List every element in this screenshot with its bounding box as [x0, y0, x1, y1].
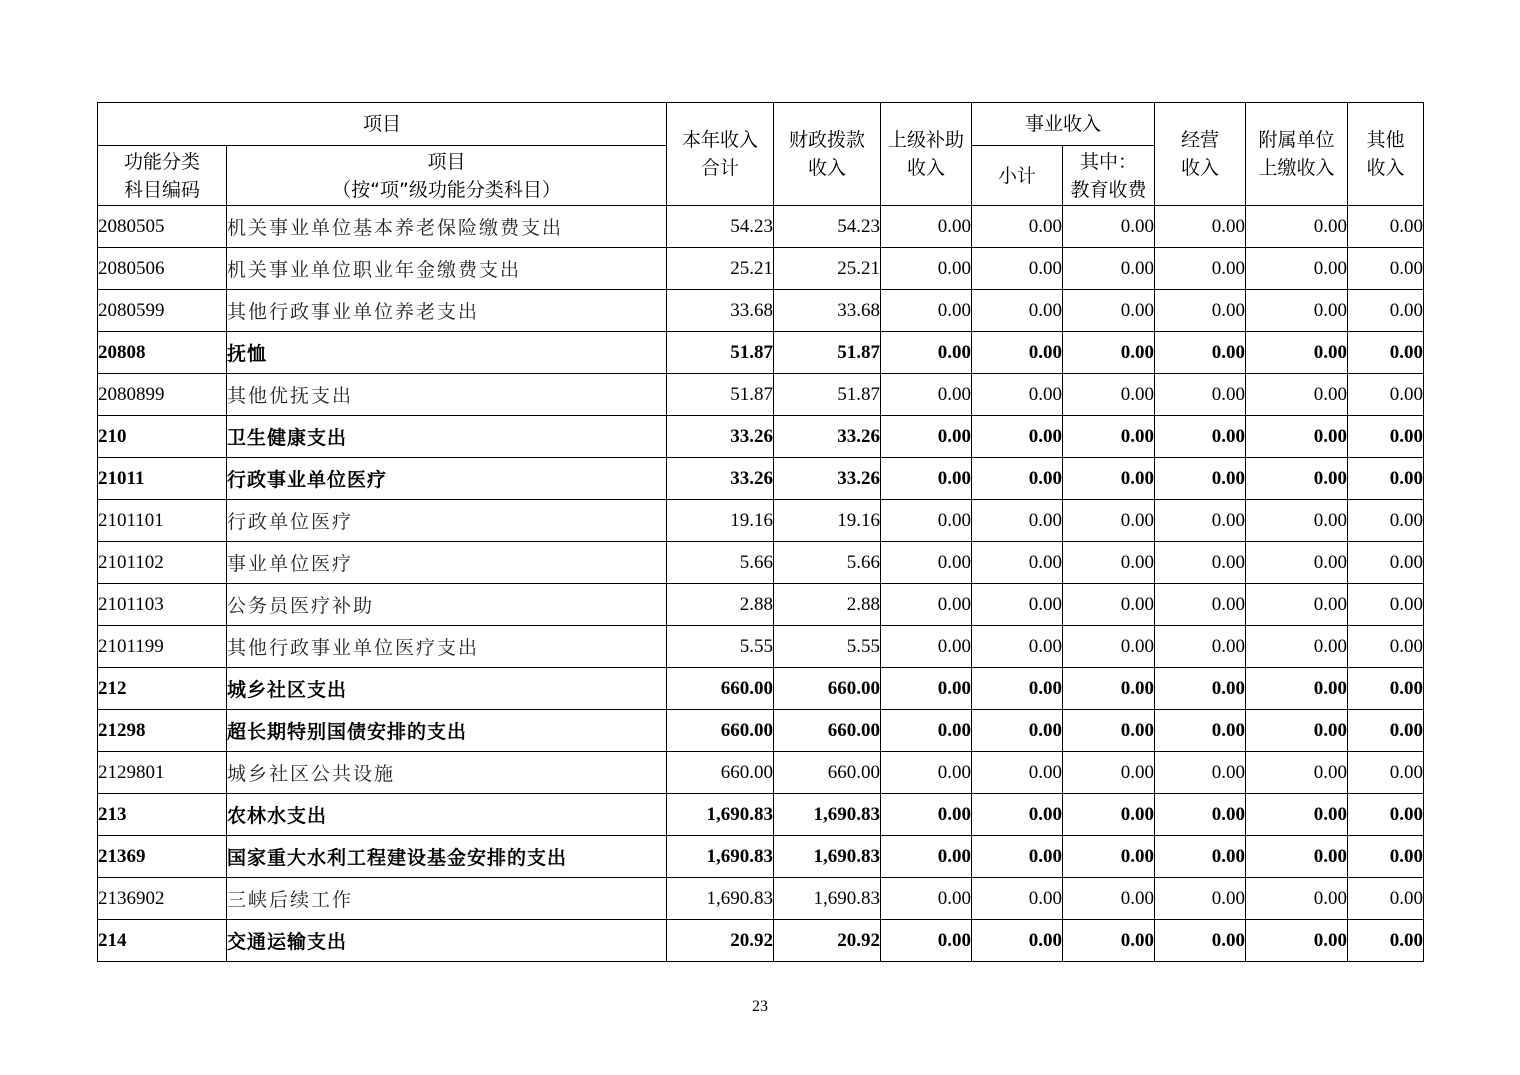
cell-name: 其他行政事业单位养老支出 — [227, 290, 667, 332]
cell-value: 0.00 — [881, 920, 972, 962]
cell-code: 212 — [98, 668, 227, 710]
table-row — [98, 416, 1424, 458]
cell-value: 0.00 — [1246, 584, 1348, 626]
cell-name: 行政单位医疗 — [227, 500, 667, 542]
cell-name: 城乡社区公共设施 — [227, 752, 667, 794]
cell-value: 0.00 — [972, 584, 1063, 626]
cell-value: 0.00 — [972, 668, 1063, 710]
cell-code: 2080505 — [98, 206, 227, 248]
cell-value: 0.00 — [881, 710, 972, 752]
cell-code: 21011 — [98, 458, 227, 500]
cell-value: 25.21 — [774, 248, 881, 290]
cell-value: 0.00 — [1348, 752, 1424, 794]
cell-value: 0.00 — [1155, 710, 1246, 752]
cell-value: 0.00 — [1063, 332, 1155, 374]
cell-value: 0.00 — [1063, 248, 1155, 290]
cell-value: 0.00 — [1246, 416, 1348, 458]
cell-value: 0.00 — [1063, 458, 1155, 500]
cell-value: 0.00 — [1348, 542, 1424, 584]
cell-name: 交通运输支出 — [227, 920, 667, 962]
cell-value: 0.00 — [881, 836, 972, 878]
cell-value: 0.00 — [1063, 794, 1155, 836]
cell-value: 0.00 — [1155, 206, 1246, 248]
cell-value: 0.00 — [1246, 836, 1348, 878]
cell-value: 0.00 — [972, 626, 1063, 668]
cell-value: 0.00 — [972, 374, 1063, 416]
cell-value: 0.00 — [881, 416, 972, 458]
cell-code: 2101102 — [98, 542, 227, 584]
cell-value: 0.00 — [972, 794, 1063, 836]
cell-value: 660.00 — [774, 752, 881, 794]
cell-value: 51.87 — [667, 374, 774, 416]
cell-value: 0.00 — [972, 332, 1063, 374]
cell-value: 660.00 — [774, 710, 881, 752]
cell-value: 0.00 — [1155, 920, 1246, 962]
cell-value: 0.00 — [1155, 794, 1246, 836]
cell-value: 0.00 — [1246, 248, 1348, 290]
cell-value: 33.26 — [774, 416, 881, 458]
cell-value: 20.92 — [774, 920, 881, 962]
cell-value: 2.88 — [774, 584, 881, 626]
cell-value: 1,690.83 — [667, 836, 774, 878]
cell-value: 54.23 — [667, 206, 774, 248]
cell-name: 行政事业单位医疗 — [227, 458, 667, 500]
cell-value: 0.00 — [881, 332, 972, 374]
cell-value: 0.00 — [881, 794, 972, 836]
header-item: 项目 — [98, 103, 667, 146]
cell-value: 0.00 — [881, 752, 972, 794]
table-row — [98, 248, 1424, 290]
cell-value: 0.00 — [1155, 500, 1246, 542]
cell-value: 0.00 — [1155, 332, 1246, 374]
header-affiliated: 附属单位 上缴收入 — [1246, 103, 1348, 206]
cell-value: 0.00 — [1246, 206, 1348, 248]
cell-value: 2.88 — [667, 584, 774, 626]
cell-name: 农林水支出 — [227, 794, 667, 836]
cell-value: 1,690.83 — [667, 794, 774, 836]
cell-value: 660.00 — [667, 710, 774, 752]
cell-value: 0.00 — [1348, 794, 1424, 836]
cell-value: 0.00 — [1155, 248, 1246, 290]
cell-value: 33.26 — [774, 458, 881, 500]
cell-value: 0.00 — [1348, 290, 1424, 332]
cell-value: 0.00 — [972, 878, 1063, 920]
cell-value: 0.00 — [1348, 248, 1424, 290]
cell-value: 0.00 — [1155, 374, 1246, 416]
cell-value: 0.00 — [1063, 542, 1155, 584]
cell-value: 0.00 — [1348, 626, 1424, 668]
cell-value: 20.92 — [667, 920, 774, 962]
table-row — [98, 332, 1424, 374]
table-row — [98, 836, 1424, 878]
cell-name: 抚恤 — [227, 332, 667, 374]
cell-value: 0.00 — [1155, 290, 1246, 332]
cell-value: 0.00 — [1348, 206, 1424, 248]
cell-value: 0.00 — [972, 836, 1063, 878]
cell-value: 0.00 — [1155, 542, 1246, 584]
cell-value: 0.00 — [1155, 626, 1246, 668]
cell-code: 214 — [98, 920, 227, 962]
cell-name: 国家重大水利工程建设基金安排的支出 — [227, 836, 667, 878]
cell-value: 19.16 — [774, 500, 881, 542]
cell-value: 51.87 — [774, 332, 881, 374]
cell-value: 0.00 — [1063, 290, 1155, 332]
cell-value: 0.00 — [1246, 920, 1348, 962]
cell-name: 其他优抚支出 — [227, 374, 667, 416]
table-row — [98, 458, 1424, 500]
cell-value: 0.00 — [1063, 920, 1155, 962]
cell-value: 0.00 — [1063, 500, 1155, 542]
cell-value: 0.00 — [881, 458, 972, 500]
cell-name: 超长期特别国债安排的支出 — [227, 710, 667, 752]
cell-value: 0.00 — [1063, 710, 1155, 752]
cell-value: 0.00 — [972, 920, 1063, 962]
cell-value: 33.26 — [667, 416, 774, 458]
cell-value: 5.66 — [667, 542, 774, 584]
cell-value: 54.23 — [774, 206, 881, 248]
cell-value: 0.00 — [972, 542, 1063, 584]
cell-value: 0.00 — [1348, 878, 1424, 920]
cell-value: 0.00 — [972, 710, 1063, 752]
cell-value: 0.00 — [1246, 668, 1348, 710]
cell-value: 0.00 — [1063, 836, 1155, 878]
cell-value: 0.00 — [1155, 668, 1246, 710]
cell-value: 5.66 — [774, 542, 881, 584]
cell-code: 2080899 — [98, 374, 227, 416]
cell-name: 事业单位医疗 — [227, 542, 667, 584]
cell-value: 0.00 — [881, 206, 972, 248]
cell-value: 0.00 — [1246, 500, 1348, 542]
cell-value: 0.00 — [1063, 416, 1155, 458]
cell-code: 2080599 — [98, 290, 227, 332]
cell-value: 0.00 — [1063, 668, 1155, 710]
cell-value: 0.00 — [1348, 458, 1424, 500]
table-row — [98, 878, 1424, 920]
header-superior: 上级补助 收入 — [881, 103, 972, 206]
cell-value: 0.00 — [1246, 626, 1348, 668]
cell-value: 0.00 — [881, 290, 972, 332]
cell-value: 0.00 — [972, 416, 1063, 458]
table-row — [98, 374, 1424, 416]
cell-name: 机关事业单位职业年金缴费支出 — [227, 248, 667, 290]
cell-value: 0.00 — [972, 290, 1063, 332]
cell-value: 0.00 — [1155, 416, 1246, 458]
cell-code: 2101199 — [98, 626, 227, 668]
cell-value: 0.00 — [881, 626, 972, 668]
cell-value: 0.00 — [1155, 878, 1246, 920]
cell-value: 0.00 — [1155, 836, 1246, 878]
cell-value: 0.00 — [1246, 290, 1348, 332]
cell-value: 0.00 — [1246, 794, 1348, 836]
cell-value: 1,690.83 — [774, 836, 881, 878]
cell-value: 51.87 — [667, 332, 774, 374]
cell-value: 0.00 — [1063, 626, 1155, 668]
header-fiscal: 财政拨款 收入 — [774, 103, 881, 206]
table-row — [98, 290, 1424, 332]
header-name: 项目 （按“项”级功能分类科目） — [227, 146, 667, 206]
table-row — [98, 206, 1424, 248]
cell-value: 0.00 — [972, 206, 1063, 248]
table-row — [98, 920, 1424, 962]
cell-value: 33.26 — [667, 458, 774, 500]
cell-value: 0.00 — [1348, 584, 1424, 626]
cell-value: 0.00 — [1348, 710, 1424, 752]
cell-value: 0.00 — [881, 584, 972, 626]
cell-value: 1,690.83 — [667, 878, 774, 920]
cell-value: 0.00 — [1155, 458, 1246, 500]
table-row — [98, 794, 1424, 836]
header-other: 其他 收入 — [1348, 103, 1424, 206]
cell-value: 0.00 — [1063, 374, 1155, 416]
cell-value: 1,690.83 — [774, 878, 881, 920]
cell-value: 0.00 — [881, 374, 972, 416]
header-row-1 — [98, 103, 1424, 146]
cell-value: 0.00 — [1348, 416, 1424, 458]
header-career: 事业收入 — [972, 103, 1155, 146]
cell-value: 0.00 — [1246, 542, 1348, 584]
cell-code: 2101103 — [98, 584, 227, 626]
table-row — [98, 710, 1424, 752]
cell-value: 0.00 — [972, 752, 1063, 794]
table-body — [98, 206, 1424, 962]
cell-code: 210 — [98, 416, 227, 458]
table-row — [98, 500, 1424, 542]
cell-value: 0.00 — [1348, 668, 1424, 710]
cell-value: 0.00 — [1063, 752, 1155, 794]
page-number: 23 — [752, 998, 768, 1015]
cell-value: 5.55 — [774, 626, 881, 668]
cell-name: 三峡后续工作 — [227, 878, 667, 920]
table-row — [98, 626, 1424, 668]
cell-value: 0.00 — [1246, 710, 1348, 752]
cell-value: 0.00 — [1348, 920, 1424, 962]
cell-code: 2101101 — [98, 500, 227, 542]
cell-value: 0.00 — [1246, 374, 1348, 416]
table-row — [98, 752, 1424, 794]
cell-value: 0.00 — [1063, 878, 1155, 920]
cell-name: 其他行政事业单位医疗支出 — [227, 626, 667, 668]
cell-value: 0.00 — [1063, 206, 1155, 248]
cell-value: 0.00 — [972, 458, 1063, 500]
cell-name: 机关事业单位基本养老保险缴费支出 — [227, 206, 667, 248]
cell-code: 2136902 — [98, 878, 227, 920]
cell-value: 19.16 — [667, 500, 774, 542]
cell-name: 卫生健康支出 — [227, 416, 667, 458]
cell-value: 0.00 — [1348, 836, 1424, 878]
cell-name: 城乡社区支出 — [227, 668, 667, 710]
cell-value: 660.00 — [774, 668, 881, 710]
header-total: 本年收入 合计 — [667, 103, 774, 206]
cell-value: 660.00 — [667, 668, 774, 710]
header-edu-fee: 其中： 教育收费 — [1063, 146, 1155, 206]
budget-table — [97, 102, 1424, 962]
cell-code: 213 — [98, 794, 227, 836]
cell-code: 21369 — [98, 836, 227, 878]
cell-value: 0.00 — [1246, 332, 1348, 374]
cell-value: 0.00 — [972, 500, 1063, 542]
cell-value: 5.55 — [667, 626, 774, 668]
cell-value: 33.68 — [667, 290, 774, 332]
cell-value: 0.00 — [881, 500, 972, 542]
cell-value: 0.00 — [1155, 752, 1246, 794]
cell-code: 21298 — [98, 710, 227, 752]
cell-value: 0.00 — [1246, 878, 1348, 920]
cell-value: 0.00 — [1246, 752, 1348, 794]
cell-value: 25.21 — [667, 248, 774, 290]
table-row — [98, 542, 1424, 584]
cell-value: 0.00 — [881, 878, 972, 920]
cell-value: 0.00 — [881, 542, 972, 584]
cell-value: 0.00 — [1063, 584, 1155, 626]
cell-value: 0.00 — [881, 248, 972, 290]
cell-name: 公务员医疗补助 — [227, 584, 667, 626]
table-row — [98, 668, 1424, 710]
cell-value: 51.87 — [774, 374, 881, 416]
cell-value: 0.00 — [972, 248, 1063, 290]
cell-value: 660.00 — [667, 752, 774, 794]
cell-value: 0.00 — [1348, 374, 1424, 416]
header-operating: 经营 收入 — [1155, 103, 1246, 206]
cell-value: 33.68 — [774, 290, 881, 332]
cell-code: 20808 — [98, 332, 227, 374]
cell-value: 1,690.83 — [774, 794, 881, 836]
cell-value: 0.00 — [1155, 584, 1246, 626]
cell-value: 0.00 — [1348, 332, 1424, 374]
header-code: 功能分类 科目编码 — [98, 146, 227, 206]
cell-value: 0.00 — [1246, 458, 1348, 500]
cell-code: 2129801 — [98, 752, 227, 794]
cell-value: 0.00 — [881, 668, 972, 710]
cell-value: 0.00 — [1348, 500, 1424, 542]
cell-code: 2080506 — [98, 248, 227, 290]
header-subtotal: 小计 — [972, 146, 1063, 206]
table-row — [98, 584, 1424, 626]
